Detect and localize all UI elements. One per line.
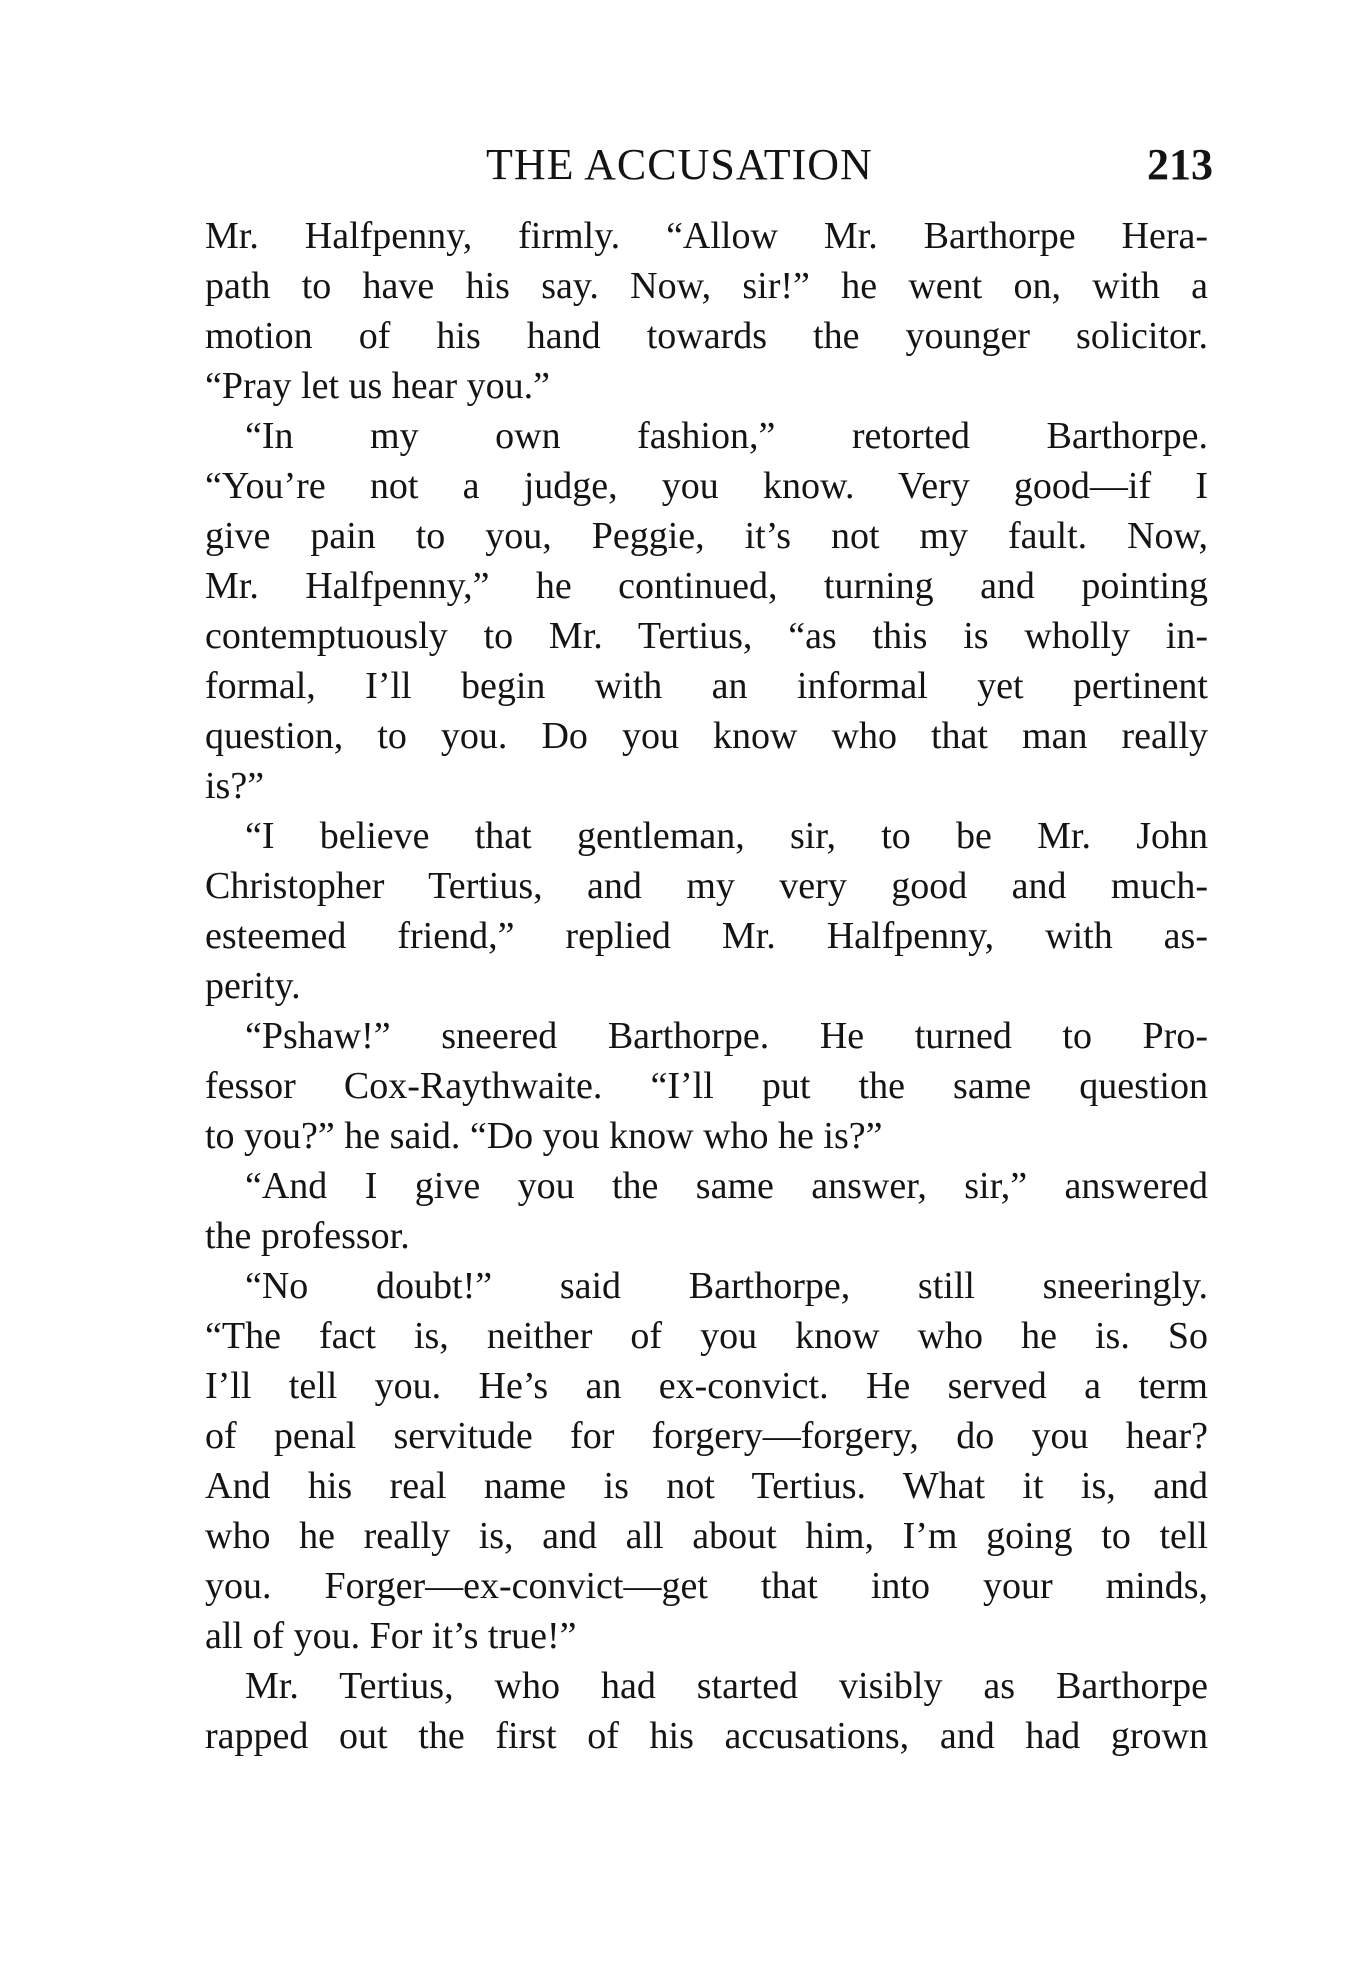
text-line: fessor Cox-Raythwaite. “I’ll put the same question xyxy=(205,1065,1208,1107)
text-line: formal, I’ll begin with an informal yet pertinent xyxy=(205,665,1208,707)
text-line: rapped out the first of his accusations, and had grown xyxy=(205,1715,1208,1757)
text-line: “Pray let us hear you.” xyxy=(205,365,551,407)
page-number: 213 xyxy=(1147,140,1213,189)
text-line: Mr. Tertius, who had started visibly as Barthorpe xyxy=(245,1665,1208,1707)
text-line: Mr. Halfpenny,” he continued, turning and pointing xyxy=(205,565,1208,607)
text-line: And his real name is not Tertius. What it is, and xyxy=(205,1465,1208,1507)
text-line: of penal servitude for forgery—forgery, do you hear? xyxy=(205,1415,1208,1457)
text-line: Mr. Halfpenny, firmly. “Allow Mr. Barthorpe Hera- xyxy=(205,215,1208,257)
text-line: “I believe that gentleman, sir, to be Mr. John xyxy=(245,815,1208,857)
text-line: who he really is, and all about him, I’m going to tell xyxy=(205,1515,1208,1557)
text-line: I’ll tell you. He’s an ex-convict. He served a term xyxy=(205,1365,1208,1407)
text-line: motion of his hand towards the younger solicitor. xyxy=(205,315,1208,357)
body-text xyxy=(205,211,1208,1761)
text-line: question, to you. Do you know who that man really xyxy=(205,715,1208,757)
text-line: path to have his say. Now, sir!” he went on, with a xyxy=(205,265,1208,307)
text-line: “No doubt!” said Barthorpe, still sneeringly. xyxy=(245,1265,1208,1307)
text-line: “Pshaw!” sneered Barthorpe. He turned to Pro- xyxy=(245,1015,1208,1057)
text-line: “In my own fashion,” retorted Barthorpe. xyxy=(245,415,1208,457)
text-line: contemptuously to Mr. Tertius, “as this is wholly in- xyxy=(205,615,1208,657)
text-line: Christopher Tertius, and my very good and much- xyxy=(205,865,1208,907)
text-line: the professor. xyxy=(205,1215,410,1257)
text-line: to you?” he said. “Do you know who he is?” xyxy=(205,1115,883,1157)
text-line: give pain to you, Peggie, it’s not my fault. Now, xyxy=(205,515,1208,557)
text-line: “The fact is, neither of you know who he is. So xyxy=(205,1315,1208,1357)
text-line: perity. xyxy=(205,965,301,1007)
text-line: “And I give you the same answer, sir,” answered xyxy=(245,1165,1208,1207)
text-line: all of you. For it’s true!” xyxy=(205,1615,577,1657)
text-line: esteemed friend,” replied Mr. Halfpenny, with as- xyxy=(205,915,1208,957)
text-line: “You’re not a judge, you know. Very good—if I xyxy=(205,465,1208,507)
running-title: THE ACCUSATION xyxy=(486,140,873,189)
text-line: is?” xyxy=(205,765,265,807)
text-line: you. Forger—ex-convict—get that into your minds, xyxy=(205,1565,1208,1607)
